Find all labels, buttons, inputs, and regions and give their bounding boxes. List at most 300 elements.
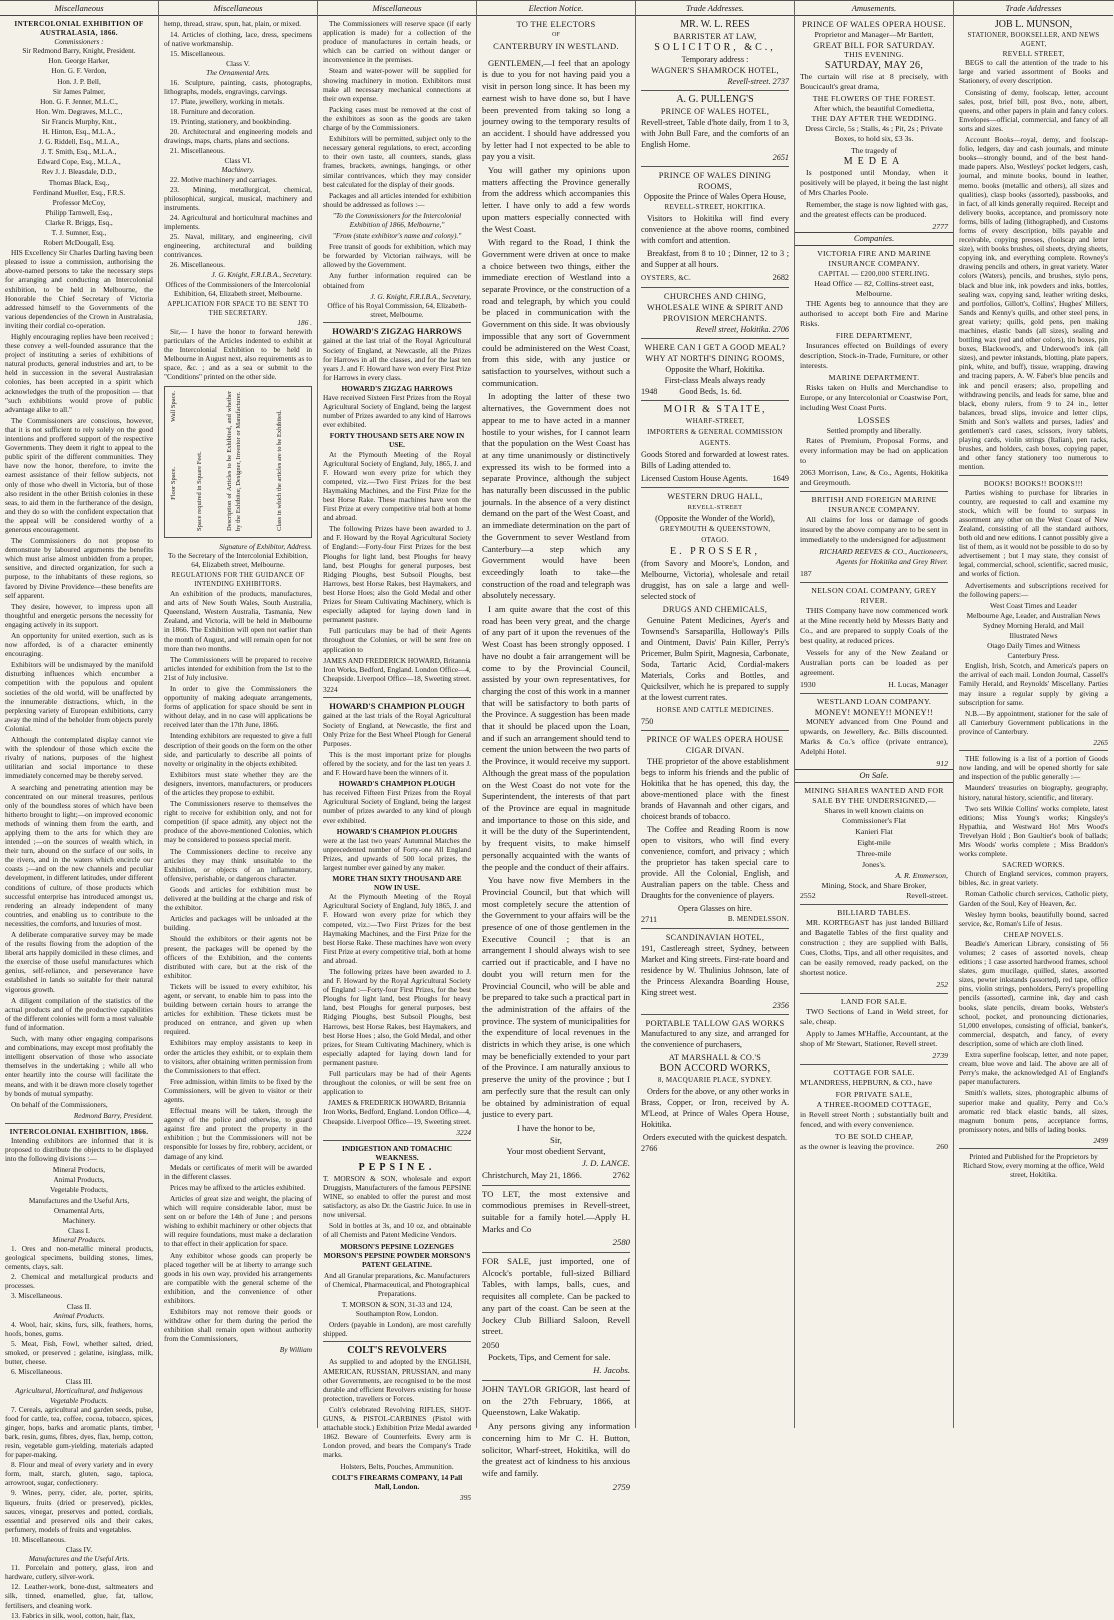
- ad-note: as the owner is leaving the province.: [800, 1142, 915, 1151]
- list-item: Ornamental Arts,: [53, 1205, 105, 1215]
- paragraph: Highly encouraging replies have been received ; these convey a well-founded assurance that the project of instituting a series of exhibitions of natural products, general industries and art, to be held in succession in the several Australasian colonies, has been accepted in a spirit which acknowledges the truth of the proposition — that "such exhibitions would prove of public advantage alike to all.": [5, 332, 153, 414]
- ad-number: 2706: [772, 324, 789, 334]
- ad-line: Opposite the Prince of Wales Opera House,: [643, 192, 787, 201]
- list-item: J. T. Smith, Esq., M.L.A.,: [41, 147, 117, 157]
- paragraph: Articles and packages will be unloaded at the building.: [164, 914, 312, 933]
- paragraph: Effectual means will be taken, through the agency of the police and otherwise, to guard against fire and protect the property in the exhibition ; but the Commissioners will not be responsible for losses by fire, robbery, accident, or damage of any kind.: [164, 1106, 312, 1161]
- class-heading: Class VI.: [224, 156, 252, 166]
- paragraph: The Commissioners do not propose to demonstrate by laboured arguments the benefits which must arise almost unbidden from a proper, sensitive, and directed organization, for such a purpose, to the inhabitants of these regions, so favored by Divine Providence—these benefits are self apparent.: [5, 536, 153, 600]
- ad-number: 2759: [612, 1481, 630, 1492]
- paragraph: COLT'S FIREARMS COMPANY, 14 Pall Mall, London.: [331, 1472, 463, 1491]
- ad-line: [800, 680, 948, 690]
- divider: [323, 322, 471, 323]
- ad-number: 1948: [641, 386, 658, 396]
- signature: RICHARD REEVES & CO., Auctioneers, Agents for Hokitika and Grey River.: [819, 546, 948, 566]
- ad-title: NELSON COAL COMPANY, GREY RIVER.: [811, 585, 937, 605]
- divider: [959, 750, 1108, 751]
- form-column-label: Space required in Square Feet.: [196, 450, 203, 531]
- paragraph: THE proprietor of the above establishment begs to inform his friends and the public of Hokitika that he has opened, this day, the above-mentioned place with the finest brands of Havannah and other cigars, and choicest brands of tobacco.: [641, 756, 789, 821]
- paragraph: Such, with many other engaging comparisons and combinations, may except most profitably the intelligent observation of those who associate themselves in the undertaking ; while all who enter heartily into the course will facilitate the means, and with it be drawn more closely together by bonds of mutual sympathy.: [5, 1034, 153, 1098]
- ad-line: [641, 473, 789, 484]
- ad-title: PRINCE OF WALES OPERA HOUSE CIGAR DIVAN.: [646, 734, 784, 755]
- list-item: 24. Agricultural and horticultural machines and implements.: [164, 212, 312, 231]
- paragraph: GENTLEMEN,—I feel that an apology is due to you for not having paid you a visit in person long since. It has been my earnest wish to have done so, but I have been prevented from taking so long a journey owing to the temporary results of an accident. I should have addressed you by letter had I not expected to be able to pay you a visit.: [482, 57, 630, 162]
- ad-number: 2050: [482, 1339, 500, 1350]
- form-column-label: Class in which the articles are to be Exhibited.: [276, 409, 283, 531]
- paragraph: Extra superfine foolscap, letter, and note paper, cream, blue wove and laid. The above are all of Perry's make, the acknowledged A1 of England's paper manufacturers.: [959, 1050, 1108, 1087]
- ad-title: WESTLAND LOAN COMPANY.: [816, 696, 932, 706]
- ad-number: 2682: [772, 273, 789, 282]
- paragraph: Dress Circle, 5s ; Stalls, 4s ; Pit, 2s ; Private Boxes, to hold six, £3 3s.: [805, 124, 943, 143]
- class-items: [164, 175, 312, 270]
- paragraph: THIS Company have now commenced work at the Mine recently held by Messrs Batty and Co., and are prepared to supply Coals of the best quality, at reduced prices.: [800, 605, 948, 645]
- list-item: Eight-mile: [857, 838, 891, 847]
- ad-line: [800, 891, 948, 901]
- divider: [959, 1148, 1108, 1149]
- list-item: 22. Motive machinery and carriages.: [170, 174, 277, 184]
- list-item: 26. Miscellaneous.: [170, 260, 225, 270]
- ad-title: LAND FOR SALE.: [840, 997, 908, 1006]
- regulations-title: REGULATIONS FOR THE GUIDANCE OF INTENDING EXHIBITORS.: [171, 571, 305, 588]
- address: Revell street, Hokitika.: [695, 324, 771, 334]
- class-items: [5, 1405, 153, 1544]
- paragraph: English, Irish, Scotch, and America's papers on the arrival of each mail. London Journal, Cassell's Family Herald, and Reynolds' Miscellany. Parties may insure a regular supply by giving a subscription for same.: [959, 661, 1108, 707]
- class-heading: Class III.: [65, 1377, 93, 1387]
- ad-line: [800, 468, 948, 488]
- paragraph: hemp, thread, straw, spun, hat, plain, or mixed.: [164, 19, 301, 28]
- signature: B. MENDELSSON.: [727, 914, 789, 923]
- divider: [641, 487, 789, 488]
- divider: [959, 475, 1108, 476]
- ad-number: 2739: [932, 1051, 948, 1060]
- list-item: 3. Miscellaneous.: [11, 1291, 63, 1301]
- paragraph: Beadle's American Library, consisting of 56 volumes; 2 cases of assorted novels, cheap editions ; 1 case assorted hardwood frames, school slates, gum mucilage, quilled, slates, assorted sizes, pewter inkstands (assorted), red tape, office pins, violin strings, penholders, Perry's propelling pencils (assorted), carmine ink, day and cash books, slate pencils, dream books, Webster's school, pocket, and pronouncing dictionaries, 51,000 envelopes, consisting of official, banker's, commercial, despatch, and fancy, of every description, some of which are cloth lined.: [959, 938, 1108, 1048]
- divider: [800, 582, 948, 583]
- paragraph: Articles of great size and weight, the placing of which will require considerable labor, must be sent on or before the 14th of June ; and persons wishing to exhibit machinery or other objects that will require foundations, must make a declaration to that effect in their application for space.: [164, 1193, 312, 1249]
- ad-number: 395: [460, 1492, 471, 1502]
- class-heading: Class II.: [66, 1301, 92, 1311]
- ad-line: [641, 272, 789, 284]
- paragraph: In adopting the latter of these two alternatives, the Government does not appear to me to have acted in a manner hostile to your wishes, for I cannot learn that the population on the West Coast has at any time unanimously or distinctively expressed its wish to be formed into a separate Province, although the subject has naturally been discussed in the public journals. In the absence of a very distinct demand on the part of the West Coast, and an immediate determination on the part of the Government to sever Westland from Canterbury—a step which any Government would have been exceedingly loath to take—the construction of the road and telegraph was absolutely necessary.: [482, 391, 630, 601]
- list-item: Animal Products,: [53, 1175, 105, 1185]
- column-1: [0, 1, 159, 1620]
- paragraph: Revell-street, Table d'hote daily, from 1 to 3, with John Bull Fare, and the comforts of an English Home.: [641, 118, 789, 149]
- notice-subtitle: Commissioners :: [54, 37, 104, 47]
- list-item: H. Hinton, Esq., M.L.A.,: [42, 127, 116, 137]
- column-3: [318, 1, 477, 1502]
- divider: [641, 287, 789, 288]
- list-item: Hon. G. F. Verdon,: [51, 66, 107, 76]
- notice-title: INTERCOLONIAL EXHIBITION OF AUSTRALASIA, 1866.: [14, 19, 144, 38]
- ad-line: THE FLOWERS OF THE FOREST.: [812, 94, 936, 103]
- ad-title: INDIGESTION AND TOMACHIC WEAKNESS.: [341, 1143, 453, 1162]
- ad-line: MARINE DEPARTMENT.: [828, 373, 920, 382]
- column-4: [477, 1, 636, 1492]
- paragraph: Free transit of goods for exhibition, which may be forwarded by Victorian railways, will be allowed by the Government.: [323, 242, 471, 270]
- ad-number: 750: [641, 716, 654, 726]
- ad-note: Good Beds, 1s. 6d.: [679, 386, 742, 396]
- paragraph: With regard to the Road, I think the Government were driven at once to make a choice between two things, either the immediate erection of Westland into a separate Province, or the construction of a road and telegraph, by which you could be placed in communication with the Government on this side. It was obviously impossible that any sort of Government could be administered on the West Coast, from this side, with any justice or satisfaction to yourselves, without such a communication.: [482, 237, 630, 388]
- list-item: Philipp Tarnwell, Esq.,: [45, 207, 113, 217]
- column-header: Miscellaneous: [159, 3, 317, 16]
- paragraph: "To the Commissioners for the Intercolonial Exhibition of 1866, Melbourne,": [332, 210, 462, 229]
- ad-line: Opposite the Wharf, Hokitika.: [665, 364, 765, 374]
- divider: [800, 904, 948, 905]
- class-heading: Class V.: [226, 59, 250, 69]
- paragraph: In order to give the Commissioners the opportunity of making adequate arrangements, forms of application for space should be sent in without delay, and in no case will applications be received later than the 17th June, 1866.: [164, 683, 312, 730]
- list-item: Canterbury Press.: [1007, 651, 1060, 661]
- paragraph: Visitors to Hokitika will find every convenience at the above rooms, combined with comfort and attention.: [641, 214, 789, 245]
- paragraph: Exhibitors will be undismayed by the manifold disturbing influences which encumber a competition with the populous and opulent societies of the old world, will be unaffected by the innumerable distractions, which, in the perplexing variety of European exhibitions, carry away the mind of the beholder from objects purely Colonial.: [5, 660, 153, 733]
- ad-line: GREAT BILL FOR SATURDAY.: [813, 39, 935, 50]
- ad-line: TO BE SOLD CHEAP,: [834, 1132, 914, 1141]
- class-items: [5, 1244, 153, 1301]
- ad-line: AT MARSHALL & CO.'S: [668, 1053, 762, 1062]
- ad-title: PRINCE OF WALES OPERA HOUSE.: [801, 19, 947, 29]
- paragraph: Advertisements and subscriptions received for the following papers:—: [959, 580, 1108, 599]
- divider: [323, 697, 471, 698]
- ad-title: PRINCE OF WALES DINING ROOMS,: [658, 170, 772, 191]
- list-item: Machinery.: [62, 1215, 96, 1225]
- paragraph: They desire, however, to impress upon all thoughtful and energetic persons the necessity for engaging actively in its support.: [5, 601, 153, 629]
- ad-title: HOWARD'S ZIGZAG HARROWS: [341, 383, 453, 393]
- paragraph: JAMES & FREDERICK HOWARD, Britannia Iron Works, Bedford, England. London Office—4, Cheapside. Liverpool Office—19, Sweeting street.: [323, 1098, 471, 1126]
- column-2: [159, 1, 318, 1428]
- paragraph: Office of his Royal Commission, 64, Elizabeth-street, Melbourne.: [327, 300, 467, 319]
- form-title: APPLICATION FOR SPACE TO BE SENT TO THE SECRETARY.: [167, 300, 309, 317]
- list-item: 13. Fabrics in silk, wool, cotton, hair, flax,: [11, 1610, 135, 1620]
- paragraph: Colt's celebrated Revolving RIFLES, SHOT-GUNS, & PISTOL-CARBINES (Pistol with attachable stock.) Exhibition Prize Medal awarded 1862. Beware of Counterfeits. Every arm is London proved, and bears the Company's Trade marks.: [323, 1404, 471, 1460]
- list-item: Otago Daily Times and Witness: [987, 641, 1080, 651]
- section-title: CHEAP NOVELS.: [1003, 929, 1064, 939]
- section-header: On Sale.: [795, 769, 953, 783]
- imprint: Printed and Published for the Proprietors by Richard Stow, every morning at the office, Weld street, Hokitika.: [962, 1151, 1105, 1180]
- list-item: Jones's.: [862, 860, 886, 869]
- paragraph: Genuine Patent Medicines, Ayer's and Townsend's Sarsaparilla, Holloway's Pills and Ointment, Davis' Pain Killer, Perry's Pricemer, Bulm Spirit, Magnesia, Carbonate, Soda, Tartaric Acid, Cordial-makers Materials, Corks and Bottles, and Quicksilver, which he is prepared to supply at the lowest current rates.: [641, 615, 789, 702]
- ad-title: HOWARD'S CHAMPION PLOUGHS: [336, 826, 458, 836]
- paragraph: has received Fifteen First Prizes from the Royal Agricultural Society of England, being the largest number of prizes awarded to any kind of plough ever exhibited.: [323, 788, 471, 825]
- paragraph: The Commissioners are conscious, however, that it is not sufficient to rely solely on the good intentions and proffered support of the respective Governments. They deem it right to appeal to the public spirit of the different communities. They have now the honor, therefore, to invite the earnest assistance of their fellow subjects, not only of those who dwell in Victoria, but of those also resident in the other British colonies in these seas, to aid them in the furtherance of the design, and they do so with the confident expectation that the appeal will be considered worthy of a generous encouragement.: [5, 415, 153, 534]
- list-item: Clarke R. Briggs, Esq.,: [45, 217, 113, 227]
- ad-line: Head Office — 82, Collins-street east, Melbourne.: [814, 279, 934, 298]
- list-item: 23. Mining, metallurgical, chemical, philosophical, surgical, musical, machinery and instruments.: [164, 184, 312, 212]
- list-item: Sir James Palmer,: [52, 86, 106, 96]
- signature: J. G. Knight, F.R.I.B.A., Secretary.: [211, 270, 312, 280]
- paragraph: Full particulars may be had of their Agents throughout the Colonies, or will be sent free on application to: [323, 626, 471, 654]
- list-item: Vegetable Products,: [50, 1185, 108, 1195]
- paragraph: (from Savory and Moore's, London, and Melbourne, Victoria), wholesale and retail druggist, has on sale a large and well-selected stock of: [641, 558, 789, 601]
- ad-line: SATURDAY, MAY 26,: [824, 60, 924, 71]
- signature: J. D. LANCE.: [581, 1158, 630, 1169]
- ad-number: 2766: [641, 1144, 658, 1153]
- date: Christchurch, May 21, 1866.: [482, 1169, 582, 1180]
- paragraph: You will gather my opinions upon matters affecting the Province generally from the address which accompanies this letter. I have only to add a few words upon matters especially connected with the West Coast.: [482, 165, 630, 234]
- list-item: Thomas Black, Esq.,: [48, 177, 110, 187]
- paragraph: Goods and articles for exhibition must be delivered at the building at the charge and risk of the exhibitor.: [164, 884, 312, 913]
- paragraph: Medals or certificates of merit will be awarded in the different classes.: [164, 1162, 312, 1181]
- paragraph: Offices of the Commissioners of the Intercolonial Exhibition, 64, Elizabeth street, Melbourne.: [165, 279, 311, 298]
- paragraph: JOHN TAYLOR GRIGOR, last heard of on the 27th February, 1866, at Queenstown, Lake Wakatip.: [482, 1384, 630, 1418]
- paragraph: The curtain will rise at 8 precisely, with Boucicault's great drama,: [800, 72, 948, 91]
- column-header: Amusements.: [795, 3, 953, 16]
- ad-line: MONEY! MONEY!! MONEY!!: [814, 706, 934, 717]
- list-item: Kanieri Flat: [855, 827, 893, 836]
- ad-number: 1649: [772, 473, 789, 483]
- ad-line: CAPITAL — £200,000 STERLING.: [818, 270, 930, 278]
- paragraph: Packing cases must be removed at the cost of the exhibitors as soon as the goods are taken charge of by the Commissioners.: [323, 104, 471, 133]
- list-item: 7. Cereals, agricultural and garden seeds, pulse, food for cattle, tea, coffee, cocoa, tobacco, spices, ginger, hops, barks and aromatic plants, timber, bark, resin, gums, fibres, dyes, flax, hemp, cotton, resin, vegetable gum-yielding, materials adapted for paper-making.: [5, 1404, 153, 1460]
- paragraph: Risks taken on Hulls and Merchandise to Europe, or any Intercolonial or Coastwise Port, including West Coast Ports.: [800, 383, 948, 412]
- ad-line: [641, 76, 789, 87]
- date-line: [482, 1170, 630, 1182]
- ad-number: 3224: [323, 684, 338, 694]
- class-items: [5, 1563, 153, 1620]
- paragraph: Intending exhibitors are informed that it is proposed to distribute the objects to be displayed into the following divisions :—: [5, 1135, 153, 1164]
- list-item: 12. Leather-work, bone-dust, saltmeaters and silk, tinned, enamelled, glue, fat, tallow, fertilisers, and cleaning work.: [5, 1582, 153, 1610]
- paragraph: in Revell street North ; substantially built and fenced, and with every convenience.: [800, 1110, 948, 1129]
- ad-number: 260: [936, 1142, 948, 1151]
- paragraph: Pockets, Tips, and Cement for sale.: [488, 1351, 611, 1362]
- list-item: Sydney Morning Herald, and Mail: [983, 620, 1084, 630]
- ad-line: LOSSES: [857, 415, 891, 425]
- ad-line: Settled promptly and liberally.: [826, 425, 922, 435]
- ad-line: Proprietor and Manager—Mr Bartlett,: [814, 29, 934, 39]
- list-item: 14. Articles of clothing, lace, dress, specimens of native workmanship.: [164, 30, 312, 49]
- paragraph: A diligent compilation of the statistics of the actual products and of the productive capabilities of the different colonies will form a most valuable fund of information.: [5, 995, 153, 1032]
- paragraph: The following prizes have been awarded to J. and F. Howard by the Royal Agricultural Society of England :—Forty-four First Prizes, for the best Ploughs for light land, best Ploughs for heavy land, best Ploughs for general purposes, best Ridging Ploughs, best Subsoil Ploughs, best Harrows, best Horse Rakes, best Haymakers, and best Horse Hoes ; also, the Gold Medal, and other prizes, for Steam Cultivating Machinery, which is especially adapted for laying down land for permanent pasture.: [323, 967, 471, 1067]
- paragraph: Two sets Wilkie Collins' works complete, latest editions; Miss Young's works; Kingsley's Hypathia, and Westward Ho! Mrs Wood's Trevelyan Hold ; Bon Gaultier's book of ballads; Mrs Woods' works complete ; Miss Braddon's works complete.: [959, 803, 1108, 859]
- list-item: Edward Cope, Esq., M.L.A.,: [37, 157, 121, 167]
- paragraph: Full particulars may be had of their Agents throughout the colonies, or will be sent free on application to: [323, 1069, 471, 1097]
- list-item: 11. Porcelain and pottery, glass, iron and hardware, cutlery, silver-work.: [5, 1563, 153, 1582]
- ad-title: HOWARD'S CHAMPION PLOUGH: [338, 779, 456, 789]
- divider: [482, 1252, 630, 1253]
- divider: [800, 1064, 948, 1065]
- divider: [800, 491, 948, 492]
- ad-number: 2063: [800, 467, 816, 477]
- ad-line: 8, MACQUARIE PLACE, SYDNEY.: [657, 1076, 773, 1084]
- list-item: 9. Wines, perry, cider, ale, porter, spirits, liqueurs, fruits (dried or preserved), pickles, sauces, vinegar, preserves and potted, cordials, essential and preserved oils and their cakes, perfumery, models of fruits and vegetables.: [5, 1488, 153, 1534]
- list-item: Hon. George Harker,: [48, 56, 110, 66]
- list-item: 10. Miscellaneous.: [11, 1534, 66, 1544]
- ad-line: (Opposite the Wonder of the World),: [655, 513, 775, 523]
- ad-line: MEDEA: [843, 156, 905, 167]
- paragraph: Manufactured to any size, and arranged for the convenience of purchasers,: [641, 1029, 789, 1049]
- list-item: Mineral Products,: [52, 1165, 106, 1175]
- paragraph: MONEY advanced from One Pound and upwards, on Jewellery, &c. Bills discounted. Marks & Co.'s office (private entrance), Adelphi Hotel.: [800, 717, 948, 756]
- paragraph: The Commissioners reserve to themselves the right to receive for exhibition only, and not for competition (if space admit), any object not the produce of the above-mentioned Colonies, which may be considered to possess special merit.: [164, 799, 312, 845]
- list-item: Rev J. J. Bleasdale, D.D.,: [41, 167, 117, 177]
- signature: Morrison, Law, & Co., Agents, Hokitika and Greymouth.: [800, 467, 949, 487]
- ad-line: After which, the beautiful Comedietta,: [813, 104, 935, 113]
- paragraph: MORSON'S PEPSINE LOZENGES MORSON'S PEPSINE POWDER MORSON'S PATENT GELATINE.: [323, 1241, 471, 1269]
- ad-title: JOB L. MUNSON,: [994, 19, 1073, 30]
- paragraph: Is postponed until Monday, when it positively will be played, it being the last night of Mrs Charles Poole.: [800, 168, 948, 197]
- form-date: 186 .: [297, 317, 312, 327]
- signature: Redmond Barry, President.: [73, 1110, 153, 1120]
- paragraph: Have received Sixteen First Prizes from the Royal Agricultural Society of England, being the largest number of Prizes awarded to any kind of Harrows ever exhibited.: [323, 392, 471, 430]
- list-item: West Coast Times and Leader: [990, 600, 1077, 610]
- paragraph: BEGS to call the attention of the trade to his large and varied assortment of Books and Stationery, of every description.: [959, 58, 1108, 86]
- paragraph: At the Plymouth Meeting of the Royal Agricultural Society of England, July, 1865, J. and F. Howard won every prize for which they competed, viz.—Two First Prizes for the best Haymaking Machines, and the First Prize for the best Horse Rake. These machines have won the First Prize at every competitive trial both at home and abroad.: [323, 449, 471, 523]
- form-column-label: Wall Space.: [170, 390, 177, 422]
- paragraph: were at the last two years' Autumnal Matches the unprecedented number of Forty-one All England Prizes, and upwards of 500 local prizes, the largest number ever gained by any maker.: [323, 835, 471, 872]
- ad-title: MINING SHARES WANTED AND FOR SALE BY THE UNDERSIGNED,—: [804, 786, 944, 805]
- class-items: [5, 1320, 153, 1377]
- ad-title: WESTERN DRUG HALL,: [667, 491, 763, 501]
- class-heading: Class IV.: [65, 1545, 93, 1554]
- class-title: Animal Products.: [53, 1310, 105, 1320]
- paragraph: Exhibitors may not remove their goods or withdraw other for them during the period the exhibition shall remain open without authority from the Commissioners,: [164, 1307, 312, 1344]
- paragraph: JAMES AND FREDERICK HOWARD, Britannia Iron Works, Bedford, England. London Office—4, Cheapside. Liverpool Office—18, Sweeting street.: [323, 655, 471, 683]
- divider: [323, 1140, 471, 1141]
- list-item: Hon. G. F. Jenner, M.L.C.,: [40, 96, 118, 106]
- section-title: SACRED WORKS.: [1002, 860, 1065, 870]
- ad-note: OYSTERS, &C.: [641, 274, 692, 282]
- paragraph: T. MORSON & SON, wholesale and export Druggists, Manufacturers of the famous PEPSINE WINE, so enabled to offer the purest and most satisfactory, as also Dr. the Gastric Juice. In use in now universal.: [323, 1173, 471, 1220]
- column-5: [636, 1, 795, 1428]
- paragraph: gained at the last trial of the Royal Agricultural Society of England, at Newcastle, all the Prizes for Harrows in all the classes, and for the last ten years J. and F. Howard have won every First Prize for Harrows in every class.: [323, 336, 471, 382]
- application-form-table: [164, 386, 312, 538]
- ad-line: The tragedy of: [851, 146, 897, 155]
- ad-title: VICTORIA FIRE AND MARINE INSURANCE COMPANY.: [817, 249, 931, 268]
- paragraph: gained at the last trials of the Royal Agricultural Society of England, at Newcastle, the first and Only Prize for the Best Wheel Plough for General Purposes.: [323, 711, 471, 748]
- paragraph: Vessels for any of the New Zealand or Australian ports can be loaded as per agreement.: [800, 647, 948, 677]
- ad-title: BOOKS! BOOKS!! BOOKS!!!: [983, 478, 1084, 488]
- paragraph: Insurances effected on Buildings of every description, Stock-in-Trade, Furniture, or other interests.: [800, 341, 948, 370]
- paragraph: Account Books—royal, demy, and foolscap-folio, ledgers, day and cash journals, and minute books—strongly bound, and of the best hand-made papers. Also, Westleys' pocket ledgers, cash, journal, and minute books, bound in leather, memo. books (metallic and others), all sizes and qualities), clasp books (assorted), passbooks, and in fact, of all kinds generally required. Receipt and delivery books, acceptance, and promissory note forms, bills of lading (lithographed), and Customs forms of every description, bills payable and receivable, copying presses, (foolscap and letter size), with books brushes, oil sheets, drying sheets, copying ink, and everything complete. Rowney's drawing pencils and others, in great variety. Water colors (Waters), pencils, and brushes, stylo pens, black and blue ink, ink powders and inks, bottles, sealing wax, copying sand, leather writing desks, and portfolios, Gillott's, Collins', Hughes' Millers, Sands and Kenny's quills, and other steel pens, in great variety; quills, gold pens, pen making machines, elastic bands (all sizes), sealing and bottling wax (red and other colors), tin boxes, pin boxes, Blackwood's, and Underwood's ink (all sizes), and pewter inkstands, blotting, plate papers, pink, white, and buff), tissue, wrapping, drawing and tracing papers, A. W. Faber's blue pencils and ink and pencil erasers; also, propelling and withdrawing pencils, and leads for same, blue and black, ebony rulers, from 9 to 24 in., letter balances, bread slips, invoice and letter clips, Smith and Son's wallets and purses, ladies' and gentlemen's card cases, scissors, ivory tablets, playing cards, violin strings (Italian), pen racks, brushes, and holders, cash boxes, copying paper, and other fancy stationery too numerous to mention.: [959, 135, 1108, 472]
- paragraph: Goods Stored and forwarded at lowest rates. Bills of Lading attended to.: [641, 449, 789, 470]
- paragraph: Roman Catholic church services, Catholic piety, Garden of the Soul, Key of Heaven, &c.: [959, 889, 1108, 908]
- divider: [800, 693, 948, 694]
- paragraph: This is the most important prize for ploughs offered by the society, and for the last ten years J. and F. Howard have been the winners of it.: [323, 749, 471, 778]
- ad-line: Temporary address :: [681, 55, 749, 64]
- divisions-list: [5, 1165, 153, 1225]
- paragraph: At the Plymouth Meeting of the Royal Agricultural Society of England, July 1865, J. and F. Howard won every prize for which they competed, viz.:—Two First Prizes for the best Haymaking Machines, and the First Prize for the best Horse Rake. These machines have won every First Prize at every competitive trial, both at home and abroad.: [323, 892, 471, 965]
- list-item: Commissioner's Flat: [841, 816, 906, 825]
- section-header: Companies.: [795, 232, 953, 246]
- paragraph: Holsters, Belts, Pouches, Ammunition.: [340, 1461, 454, 1471]
- paragraph: TO LET, the most extensive and commodious premises in Revell-street, suitable for a family hotel.—Apply H. Marks and Co: [482, 1188, 630, 1234]
- paragraph: Any further information required can be obtained from: [323, 271, 471, 290]
- ad-title: MR. W. L. REES: [680, 19, 750, 30]
- ad-line: FIRE DEPARTMENT,: [835, 331, 913, 340]
- ad-number: 2737: [772, 77, 789, 86]
- paragraph: As supplied to and adopted by the ENGLISH, AMERICAN, RUSSIAN, PRUSSIAN, and many other Governments, are recognised to be the most durable and efficient Revolvers existing for house protection, travellers or Forces.: [323, 1357, 471, 1403]
- paragraph: HIS Excellency Sir Charles Darling having been pleased to issue a commission, authorising the above-named persons to take the necessary steps for arranging and conducting an Intercolonial exhibition, to be held in Melbourne, the Honorable the Chief Secretary of Victoria addressed himself to the Governments of the various dependencies of the Crown in Australasia, inviting their cordial co-operation.: [5, 248, 153, 330]
- ad-line: GREYMOUTH & QUEENSTOWN,: [659, 524, 771, 533]
- list-item: Hon. J. P. Bell,: [57, 76, 101, 86]
- list-item: 6. Miscellaneous.: [11, 1367, 63, 1377]
- list-item: Sir Francis Murphy, Knt.,: [41, 116, 117, 126]
- ad-number: 2651: [772, 153, 789, 162]
- column-header: Trade Addresses: [954, 3, 1113, 16]
- paragraph: And all Granular preparations, &c. Manufacturers of Chemical, Pharmaceutical, and Photographical Preparations.: [323, 1270, 471, 1298]
- paragraph: A searching and penetrating attention may be concentrated on our mineral treasures, perilous only of the boundless stores of which have been hitherto brought to light;—on improved economic methods of winning them from the earth, and applying them to the arts for which they are intended ;—on the sources of wealth which, in their turn, abound on the surface of our soils, in the rivers, and in the waters which encircle our coasts ;—and on the new channels and peculiar development, in different latitudes, under different conditions of culture, of those products which successful enterprise has introduced amongst us, rendering an already independent of many countries, and enabling us to contribute to the necessities, the comforts, and luxuries of most.: [5, 782, 153, 928]
- divider: [482, 1380, 630, 1381]
- paragraph: Prices may be affixed to the articles exhibited.: [170, 1182, 306, 1192]
- class-items: [164, 30, 312, 58]
- divider: [641, 166, 789, 167]
- paragraph: Church of England services, common prayers, bibles, &c. in great variety.: [959, 869, 1108, 888]
- list-item: Melbourne Age, Leader, and Australian News: [966, 610, 1101, 620]
- divider: [641, 90, 789, 91]
- paragraph: Parties wishing to purchase for libraries in country, are requested to call and examine my stock, which will be found to surpass in assortment any other on the West Coast of New Zealand, consisting of all the standard authors, both old and new editions. I cannot possibly give a list of them, as it would not be possible to do so by advertisement ; but I may state, they consist of legal, commercial, school, scientific, sacred music, and works of fiction.: [959, 487, 1108, 579]
- ad-title: COTTAGE FOR SALE.: [833, 1068, 915, 1077]
- class-heading: Class I.: [68, 1225, 90, 1235]
- paragraph: On behalf of the Commissioners,: [11, 1099, 108, 1109]
- paragraph: Sir,— I have the honor to forward herewith particulars of the Articles indented to exhibit at the Intercolonial Exhibition to be held in Melbourne in August next, also requirements as to space, &c. ; and as a sea or submit to the "Conditions" printed on the other side.: [164, 327, 312, 382]
- signature: H. Jacobs.: [593, 1365, 630, 1376]
- paragraph: Apply to James M'Haffie, Accountant, at the shop of Mr Stewart, Stationer, Revell street.: [800, 1029, 948, 1048]
- ad-title: E. PROSSER,: [670, 545, 760, 557]
- ad-subtitle: WHOLESALE WINE & SPIRIT AND PROVISION MERCHANTS.: [646, 302, 784, 323]
- ad-line: FOR PRIVATE SALE,: [835, 1090, 913, 1099]
- list-item: Robert McDougall, Esq.: [43, 238, 115, 248]
- form-column-label: Description of Articles to be Exhibited, and whether by the Exhibitor, Designer, Inventor or Manufacturer.: [226, 390, 243, 531]
- paragraph: FOR SALE, just imported, one of Alcock's portable, full-sized Billiard Tables, with lamps, balls, cues, and requisites all complete. Can be packed to any part of the coast. Can be seen at the Jockey Club Billiard Saloon, Revell street.: [482, 1256, 630, 1337]
- ad-title: CHURCHES AND CHING,: [663, 291, 767, 301]
- list-item: T. J. Sumner, Esq.,: [51, 227, 107, 237]
- ad-subtitle: PRINCE OF WALES HOTEL,: [660, 107, 770, 116]
- paragraph: An opportunity for united exertion, such as is now afforded, is of a character eminently encouraging.: [5, 631, 153, 659]
- ad-number: 1930: [800, 679, 816, 689]
- ad-number: 187: [800, 568, 812, 578]
- list-item: Three-mile: [856, 849, 892, 858]
- signature: By William: [279, 1345, 312, 1355]
- ad-line: Shares in well known claims on: [824, 806, 924, 815]
- ad-number: 3224: [456, 1127, 471, 1137]
- paragraph: Should the exhibitors or their agents not be present, the packages will be opened by the officers of the Exhibition, and the contents distributed with care, but at the risk of the exhibitor.: [164, 934, 312, 980]
- ad-line: Opera Glasses on hire.: [677, 903, 753, 913]
- notice-title: OF: [552, 31, 560, 38]
- signature: H. Lucas, Manager: [888, 679, 948, 689]
- ad-subtitle: WHARF-STREET,: [685, 416, 745, 425]
- paragraph: THE following is a list of a portion of Goods now landing, and will be opened shortly for sale and inspection of the public generally :—: [959, 754, 1108, 782]
- list-item: Illustrated News: [1009, 631, 1058, 640]
- column-header: Miscellaneous: [318, 3, 476, 16]
- ad-line: REVELL-STREET, HOKITIKA.: [664, 203, 766, 211]
- address: Revell-street.: [727, 77, 771, 86]
- paragraph: The Commissioners will reserve space (if early application is made) for a collection of the produce of manufactures in certain heads, or which can be carried on without danger or inconvenience in the premises.: [323, 19, 471, 65]
- paragraph: All claims for loss or damage of goods insured by the above company are to be sent in immediately to the undersigned for adjustment: [800, 514, 948, 544]
- ad-title: PEPSINE.: [358, 1161, 436, 1173]
- list-item: 19. Printing, stationery, and bookbinding.: [170, 116, 292, 126]
- list-item: Sir Redmond Barry, Knight, President.: [22, 46, 136, 56]
- commissioners-list: [5, 46, 153, 247]
- class-title: Manufactures and the Useful Arts.: [28, 1554, 130, 1564]
- paragraph: Free admission, within limits to be fixed by the Commissioners, will be given to visitor or their agents.: [164, 1076, 312, 1104]
- ad-note: Licensed Custom House Agents.: [641, 473, 748, 483]
- paragraph: Sold in bottles at 3s, and 10 oz, and obtainable of all Chemists and Patent Medicine Vendors.: [323, 1221, 471, 1240]
- class-title: Machinery.: [221, 165, 255, 175]
- column-7: [954, 1, 1113, 1428]
- ad-title: A. G. PULLENG'S: [676, 94, 754, 105]
- class-title: Agricultural, Horticultural, and Indigenous Vegetable Products.: [15, 1386, 143, 1405]
- ad-title: BILLIARD TABLES.: [837, 908, 911, 917]
- ad-title: SCANDINAVIAN HOTEL,: [665, 932, 765, 942]
- list-item: Ferdinand Mueller, Esq., F.R.S.: [32, 187, 126, 197]
- signature: A. R. Emmerson,: [895, 871, 948, 880]
- divider: [323, 1341, 471, 1342]
- paragraph: MR. KORTEGAST has just landed Billiard and Bagatelle Tables of the first quality and construction ; they are supplied with Balls, Cues, Cloths, Tips, and all other requisites, and can be easily removed, ready packed, on the shortest notice.: [800, 918, 948, 977]
- class-title: Mineral Products.: [52, 1234, 106, 1244]
- ad-line: [641, 914, 789, 925]
- ad-line: A THREE-ROOMED COTTAGE,: [816, 1100, 932, 1109]
- column-header: Trade Addresses.: [636, 3, 794, 16]
- ad-line: WAGNER'S SHAMROCK HOTEL,: [651, 66, 779, 75]
- divider: [5, 1123, 153, 1124]
